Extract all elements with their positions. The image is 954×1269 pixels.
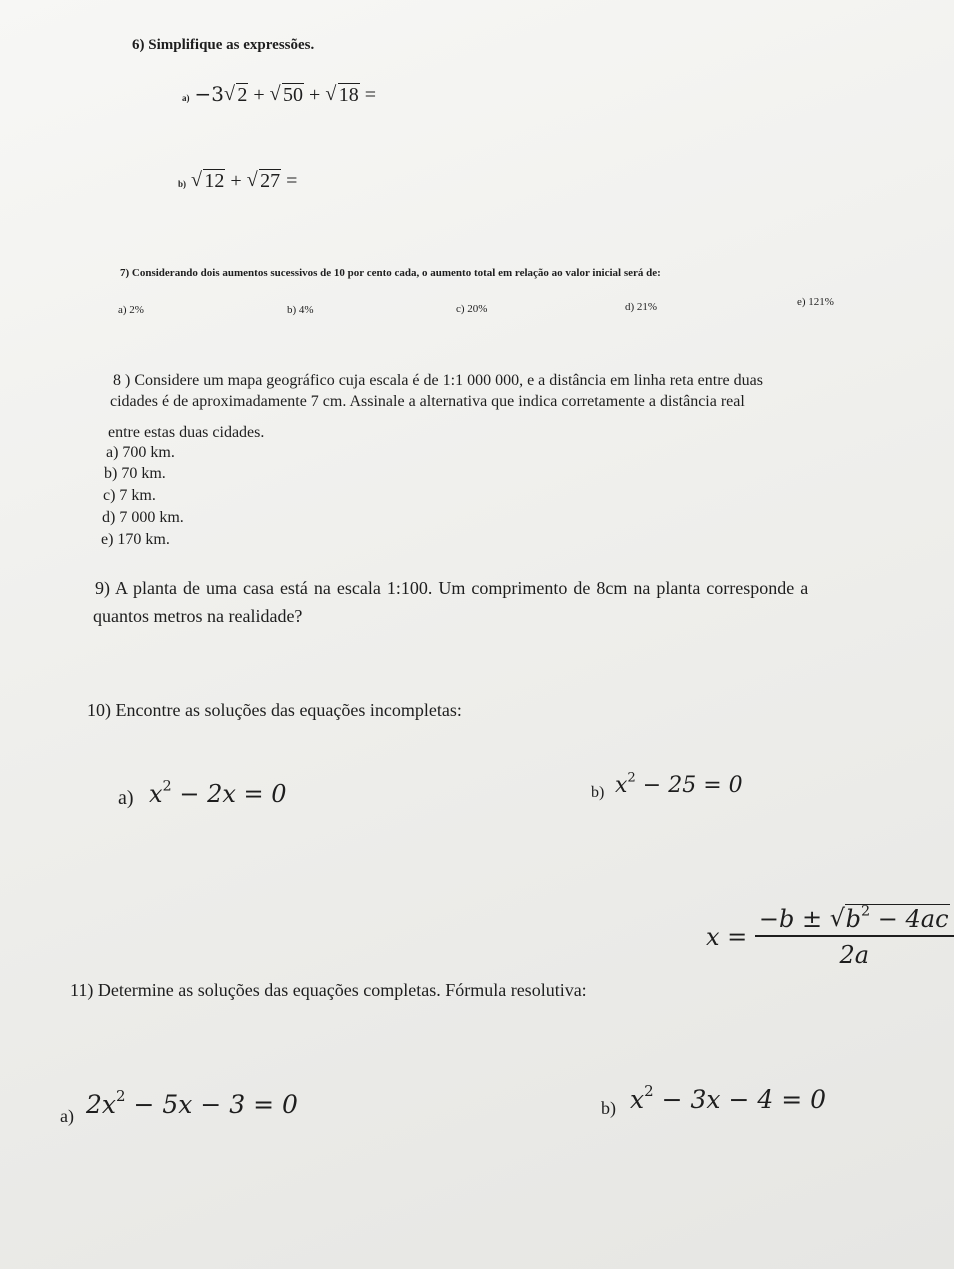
q6b-plus: + <box>230 170 242 192</box>
q10b-label: b) <box>591 784 605 801</box>
q6b-expression <box>178 170 297 193</box>
q7-option-b: b) 4% <box>287 304 314 316</box>
q6a-sqrt18: √ 18 <box>325 84 359 107</box>
q10a-label: a) <box>118 787 134 809</box>
q9-text-line2: quantos metros na realidade? <box>93 606 303 626</box>
q8-option-a: a) 700 km. <box>106 444 175 461</box>
q6-title: 6) Simplifique as expressões. <box>132 37 315 53</box>
q11-title: 11) Determine as soluções das equações completas. Fórmula resolutiva: <box>70 980 587 1000</box>
q6b-label: b) <box>178 179 187 189</box>
q7-option-a: a) 2% <box>118 304 144 316</box>
q11b-equation: $x^2 - 3x - 4 = 0$ <box>630 1082 826 1114</box>
q8-option-d: d) 7 000 km. <box>102 509 184 526</box>
q8-option-b: b) 70 km. <box>104 465 166 482</box>
q6b-sqrt27: √ 27 <box>247 170 281 193</box>
q8-option-e: e) 170 km. <box>101 531 170 548</box>
q11b-label: b) <box>601 1098 616 1118</box>
q6a-plus1: + <box>253 84 265 106</box>
q7-text: 7) Considerando dois aumentos sucessivos de 10 por cento cada, o aumento total em relação ao valor inicial será de: <box>120 267 661 279</box>
q7-option-e: e) 121% <box>797 296 834 308</box>
q6a-plus2: + <box>309 84 321 106</box>
q8-text-line2: cidades é de aproximadamente 7 cm. Assinale a alternativa que indica corretamente a distância real <box>110 393 745 410</box>
q10-title: 10) Encontre as soluções das equações incompletas: <box>87 700 462 720</box>
formula-numerator: −b ± √ $b^2 - 4ac$ <box>755 905 954 937</box>
q7-option-d: d) 21% <box>625 301 658 313</box>
q6a-label: a) <box>182 93 190 103</box>
q8-text-line1: 8 ) Considere um mapa geográfico cuja escala é de 1:1 000 000, e a distância em linha reta entre duas <box>113 372 763 389</box>
q9-text-line1: 9) A planta de uma casa está na escala 1:100. Um comprimento de 8cm na planta corresponde a <box>95 578 809 598</box>
q6a-expression <box>182 82 376 107</box>
q8-option-c: c) 7 km. <box>103 487 156 504</box>
q10a-equation: $x^2 - 2x = 0$ <box>149 778 287 808</box>
q6b-sqrt12: √ 12 <box>191 170 225 193</box>
q6a-equals: = <box>364 84 376 106</box>
q7-option-c: c) 20% <box>456 303 488 315</box>
q11a-equation: $2x^2 - 5x - 3 = 0$ <box>86 1087 298 1119</box>
formula-lhs: x = <box>706 923 748 951</box>
q10b-equation: $x^2 - 25 = 0$ <box>615 770 743 798</box>
q6a-sqrt2: √ 2 <box>224 84 248 107</box>
q6b-equals: = <box>286 170 298 192</box>
q6a-coef: −3 <box>194 82 224 106</box>
q8-text-line3: entre estas duas cidades. <box>108 424 265 441</box>
quadratic-formula <box>706 905 954 969</box>
q11a-label: a) <box>60 1106 74 1126</box>
formula-fraction <box>755 905 954 969</box>
formula-denominator: 2a <box>839 941 870 969</box>
q6a-sqrt50: √ 50 <box>270 84 304 107</box>
